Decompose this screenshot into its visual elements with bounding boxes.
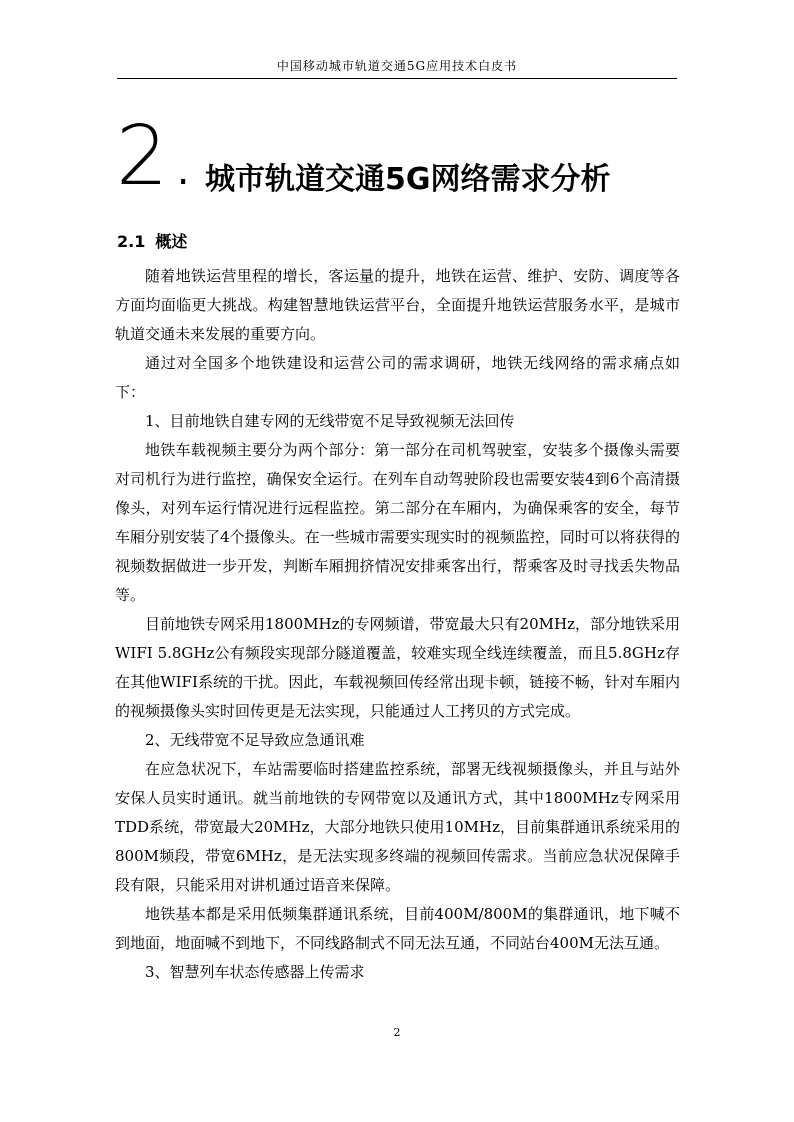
list-item-pain-point-2: 2、无线带宽不足导致应急通讯难	[145, 731, 365, 749]
section-heading	[117, 230, 187, 254]
list-item-pain-point-1: 1、目前地铁自建专网的无线带宽不足导致视频无法回传	[145, 412, 515, 430]
paragraph-survey-intro: 通过对全国多个地铁建设和运营公司的需求调研，地铁无线网络的需求痛点如下：	[115, 354, 680, 401]
chapter-number: 2.	[116, 109, 199, 204]
paragraph-emergency-communication: 在应急状况下，车站需要临时搭建监控系统，部署无线视频摄像头，并且与站外安保人员实时通讯。就当前地铁的专网带宽以及通讯方式，其中1800MHz专网采用TDD系统，带宽最大20MHz，大部分地铁只使用10MHz，目前集群通讯系统采用的800M频段，带宽6MHz，是无法实现多终端的视频回传需求。当前应急状况保障手段有限，只能采用对讲机通过语音来保障。	[115, 760, 680, 894]
list-item-pain-point-3: 3、智慧列车状态传感器上传需求	[145, 963, 365, 981]
section-number: 2.1	[117, 232, 146, 251]
paragraph-private-network-spectrum: 目前地铁专网采用1800MHz的专网频谱，带宽最大只有20MHz，部分地铁采用WIFI 5.8GHz公有频段实现部分隧道覆盖，较难实现全线连续覆盖，而且5.8GHz存在其他WIFI系统的干扰。因此，车载视频回传经常出现卡顿，链接不畅，针对车厢内的视频摄像头实时回传更是无法实现，只能通过人工拷贝的方式完成。	[115, 615, 680, 720]
chapter-title: 城市轨道交通5G网络需求分析	[205, 162, 611, 197]
body-text	[115, 262, 680, 987]
page-number: 2	[393, 1026, 401, 1039]
running-header-title: 中国移动城市轨道交通5G应用技术白皮书	[276, 59, 518, 73]
paragraph-trunking-system: 地铁基本都是采用低频集群通讯系统，目前400M/800M的集群通讯，地下喊不到地面，地面喊不到地下，不同线路制式不同无法互通，不同站台400M无法互通。	[115, 905, 680, 952]
paragraph-onboard-video: 地铁车载视频主要分为两个部分：第一部分在司机驾驶室，安装多个摄像头需要对司机行为进行监控，确保安全运行。在列车自动驾驶阶段也需要安装4到6个高清摄像头，对列车运行情况进行远程监控。第二部分在车厢内，为确保乘客的安全，每节车厢分别安装了4个摄像头。在一些城市需要实现实时的视频监控，同时可以将获得的视频数据做进一步开发，判断车厢拥挤情况安排乘客出行，帮乘客及时寻找丢失物品等。	[115, 441, 680, 604]
section-title: 概述	[155, 232, 188, 251]
paragraph-overview: 随着地铁运营里程的增长，客运量的提升，地铁在运营、维护、安防、调度等各方面均面临更大挑战。构建智慧地铁运营平台，全面提升地铁运营服务水平，是城市轨道交通未来发展的重要方向。	[115, 267, 680, 343]
header-divider	[117, 78, 677, 79]
